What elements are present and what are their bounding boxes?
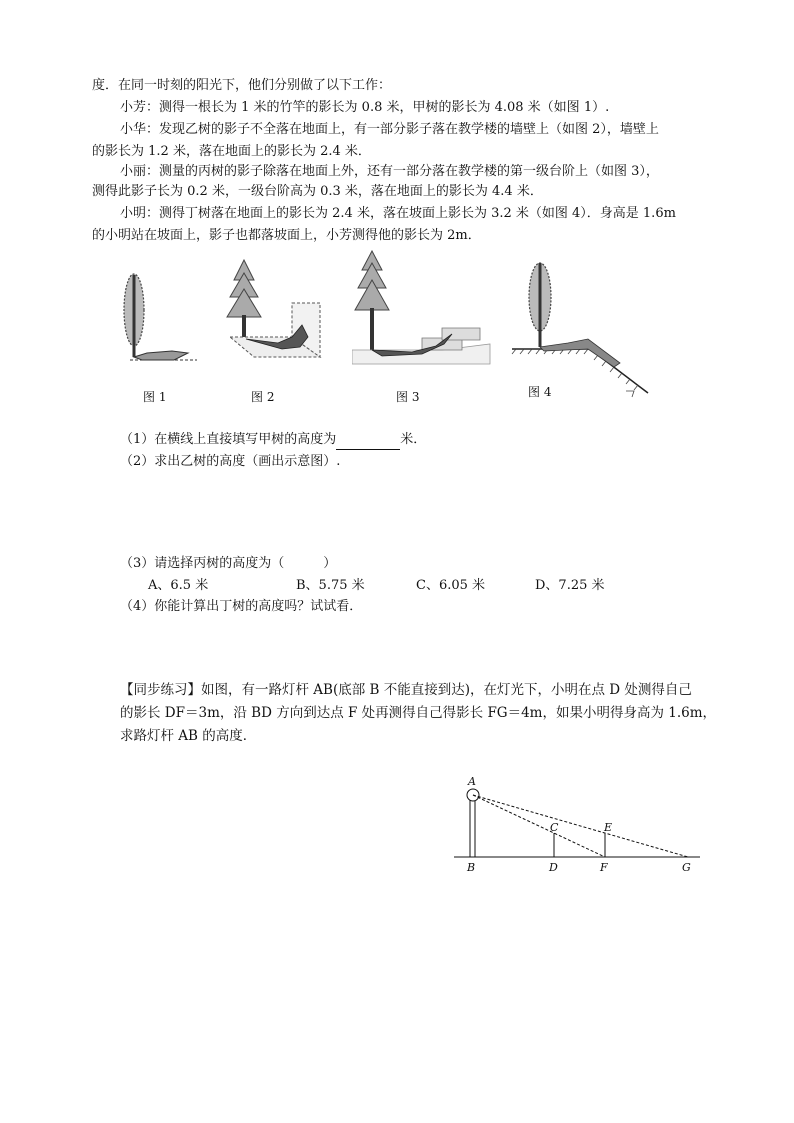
label-e: E [604, 821, 613, 834]
xiaoming-line-1: 小明：测得丁树落在地面上的影长为 2.4 米，落在坡面上影长为 3.2 米（如图 4）．身高是 1.6m [120, 206, 676, 221]
question-4: （4）你能计算出丁树的高度吗？试试看． [120, 599, 363, 614]
figure-1 [112, 265, 202, 370]
pine-tree-icon [227, 260, 261, 340]
xiaohua-line-2: 的影长为 1.2 米，落在地面上的影长为 2.4 米． [92, 144, 371, 159]
question-1-text: （1）在横线上直接填写甲树的高度为 [120, 432, 337, 447]
figure-3-caption: 图 3 [396, 390, 420, 404]
question-1-unit: 米． [400, 432, 427, 447]
figure-2-caption: 图 2 [251, 390, 275, 404]
xiaoming-line-2: 的小明站在坡面上，影子也都落坡面上，小芳测得他的影长为 2m． [92, 228, 481, 243]
option-d[interactable]: D、7.25 米 [535, 578, 605, 593]
figure-4 [508, 255, 658, 400]
option-a[interactable]: A、6.5 米 [148, 578, 209, 593]
question-2: （2）求出乙树的高度（画出示意图）. [120, 454, 341, 469]
lamp-pole [470, 799, 475, 857]
answer-blank[interactable] [336, 435, 400, 450]
practice-line-2: 的影长 DF＝3m，沿 BD 方向到达点 F 处再测得自己得影长 FG＝4m，如果小明得身高为 1.6m， [120, 705, 717, 721]
tree-icon [529, 263, 551, 347]
figure-1-caption: 图 1 [143, 390, 167, 404]
figure-3 [352, 248, 492, 370]
xiaoli-line-2: 测得此影子长为 0.2 米，一级台阶高为 0.3 米，落在地面上的影长为 4.4 米． [92, 184, 543, 199]
pine-tree-icon [355, 251, 389, 350]
question-1 [120, 430, 426, 450]
option-b[interactable]: B、5.75 米 [296, 578, 365, 593]
xiaoli-line-1: 小丽：测量的丙树的影子除落在地面上外，还有一部分落在教学楼的第一级台阶上（如图 3）， [120, 164, 659, 179]
label-c: C [550, 821, 559, 834]
intro-line: 度．在同一时刻的阳光下，他们分别做了以下工作： [92, 78, 392, 93]
ray-to-f [473, 795, 605, 857]
label-f: F [600, 861, 608, 874]
label-a: A [468, 775, 476, 788]
question-3: （3）请选择丙树的高度为（ ） [120, 556, 337, 571]
label-d: D [549, 861, 558, 874]
practice-line-1: 【同步练习】如图，有一路灯杆 AB(底部 B 不能直接到达)，在灯光下，小明在点 D 处测得自己 [120, 682, 692, 698]
practice-line-3: 求路灯杆 AB 的高度． [120, 728, 257, 744]
lamp-diagram [448, 772, 708, 882]
figure-2 [222, 255, 327, 370]
label-b: B [467, 861, 476, 874]
xiaohua-line-1: 小华：发现乙树的影子不全落在地面上，有一部分影子落在教学楼的墙壁上（如图 2），墙壁上 [120, 122, 659, 137]
figure-4-caption: 图 4 [528, 385, 552, 399]
xiaofang-line: 小芳：测得一根长为 1 米的竹竿的影长为 0.8 米，甲树的影长为 4.08 米（如图 1）. [120, 100, 610, 115]
option-c[interactable]: C、6.05 米 [416, 578, 486, 593]
ray-to-g [473, 795, 688, 857]
tree-icon [124, 274, 144, 357]
label-g: G [682, 861, 691, 874]
